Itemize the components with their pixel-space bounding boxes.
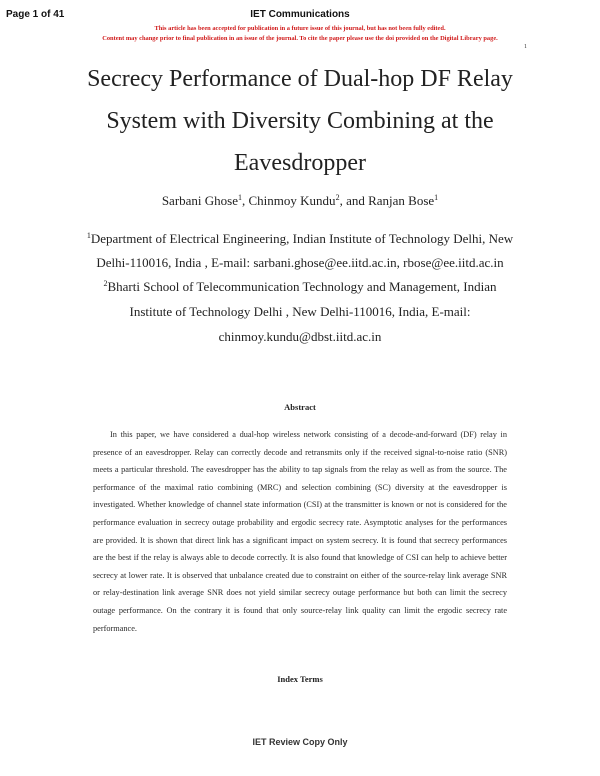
page-number: 1: [524, 44, 527, 50]
paper-title-line-2: System with Diversity Combining at the: [106, 108, 494, 134]
affiliation-1-line-2: Delhi-110016, India , E-mail: sarbani.ghose@ee.iitd.ac.in, rbose@ee.iitd.ac.in: [96, 255, 504, 270]
index-terms-heading: Index Terms: [277, 674, 323, 684]
affiliation-1-marker: 1: [86, 231, 91, 240]
abstract-heading: Abstract: [284, 402, 316, 412]
affiliation-2-line-2: Institute of Technology Delhi , New Delhi-110016, India, E-mail:: [129, 304, 471, 319]
paper-title-line-3: Eavesdropper: [234, 150, 366, 176]
abstract-body: In this paper, we have considered a dual-hop wireless network consisting of a decode-and-forward (DF) relay in presence of an eavesdropper. Relay can correctly decode and retransmits only if the received signal-to-noise ratio (SNR) meets a particular threshold. The eavesdropper has the ability to tap signals from the relay as well as from the source. The performance of the maximal ratio combining (MRC) and selection combining (SC) diversity at the eavesdropper is investigated. Whether knowledge of channel state information (CSI) at the transmitter is known or not is considered for the performance evaluation in secrecy outage probability and ergodic secrecy rate. Asymptotic analyses for the performances are provided. It is shown that direct link has a significant impact on system secrecy. It is found that secrecy performances are the best if the relay is always able to decode correctly. It is also found that knowledge of CSI can help to achieve better secrecy at lower rate. It is observed that unbalance created due to constraint on either of the source-relay link average SNR or relay-destination link average SNR does not yield similar secrecy outage performance but both can limit the secrecy outage performance. On the contrary it is found that only source-relay link quality can limit the ergodic secrecy rate performance.: [93, 430, 507, 633]
author-2-affil: 2: [335, 193, 340, 202]
author-1-affil: 1: [238, 193, 243, 202]
journal-name: IET Communications: [250, 9, 350, 20]
affiliation-2-line-3: chinmoy.kundu@dbst.iitd.ac.in: [218, 329, 382, 344]
author-1: Sarbani Ghose: [161, 193, 239, 208]
affiliation-2-line-1: $^2$Bharti School of Telecommunication Technology and Management, Indian: [103, 279, 497, 294]
author-list: [20, 193, 580, 209]
author-3-affil: 1: [434, 193, 439, 202]
paper-title-line-1: Secrecy Performance of Dual-hop DF Relay: [87, 66, 513, 92]
publication-notice-line-2: Content may change prior to final publication in an issue of the journal. To cite the paper please use the doi provided on the Digital Library page.: [102, 35, 498, 42]
page-counter: Page 1 of 41: [6, 9, 65, 20]
author-3: , and Ranjan Bose: [339, 193, 435, 208]
review-copy-footer: IET Review Copy Only: [252, 737, 348, 747]
affiliation-2-marker: 2: [103, 279, 108, 288]
author-2: , Chinmoy Kundu: [242, 193, 336, 208]
affiliation-1-line-1: $^1$Department of Electrical Engineering, Indian Institute of Technology Delhi, New: [86, 231, 514, 246]
publication-notice-line-1: This article has been accepted for publication in a future issue of this journal, but has not been fully edited.: [154, 25, 446, 32]
